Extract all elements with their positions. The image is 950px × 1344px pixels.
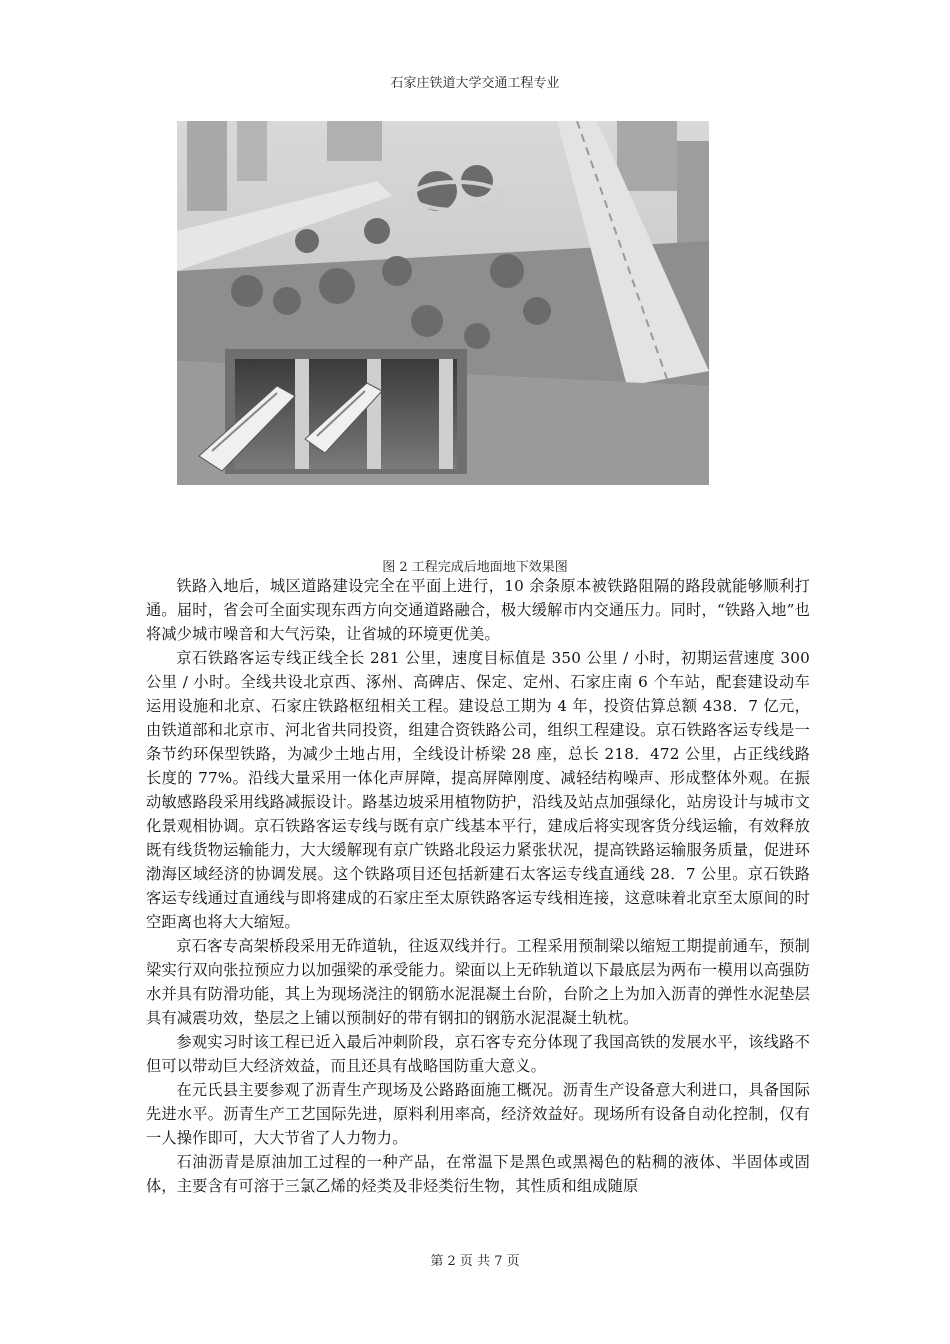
- figure-rendering: [177, 121, 709, 485]
- page-number: 第 2 页 共 7 页: [430, 1254, 520, 1269]
- paragraph: 京石客专高架桥段采用无砟道轨，往返双线并行。工程采用预制梁以缩短工期提前通车，预制梁实行双向张拉预应力以加强梁的承受能力。梁面以上无砟轨道以下最底层为两布一模用以高强防水并具有防滑功能，其上为现场浇注的钢筋水泥混凝土台阶，台阶之上为加入沥青的弹性水泥垫层具有减震功效，垫层之上铺以预制好的带有钢扣的钢筋水泥混凝土轨枕。: [146, 937, 810, 1027]
- paragraph: 京石铁路客运专线正线全长 281 公里，速度目标值是 350 公里 / 小时，初期运营速度 300 公里 / 小时。全线共设北京西、涿州、高碑店、保定、定州、石家庄南 6 个车站，配套建设动车运用设施和北京、石家庄铁路枢纽相关工程。建设总工期为 4 年，投资估算总额 438．7 亿元，由铁道部和北京市、河北省共同投资，组建合资铁路公司，组织工程建设。京石铁路客运专线是一条节约环保型铁路，为减少土地占用，全线设计桥梁 28 座，总长 218．472 公里，占正线线路长度的 77%。沿线大量采用一体化声屏障，提高屏障刚度、减轻结构噪声、形成整体外观。在振动敏感路段采用线路减振设计。路基边坡采用植物防护，沿线及站点加强绿化，站房设计与城市文化景观相协调。京石铁路客运专线与既有京广线基本平行，建成后将实现客货分线运输，有效释放既有线货物运输能力，大大缓解现有京广铁路北段运力紧张状况，提高铁路运输服务质量，促进环渤海区域经济的协调发展。这个铁路项目还包括新建石太客运专线直通线 28．7 公里。京石铁路客运专线通过直通线与即将建成的石家庄至太原铁路客运专线相连接，这意味着北京至太原间的时空距离也将大大缩短。: [146, 649, 810, 931]
- body-text: [146, 574, 810, 1198]
- figure-caption: 图 2 工程完成后地面地下效果图: [382, 560, 568, 575]
- paragraph: 参观实习时该工程已近入最后冲刺阶段，京石客专充分体现了我国高铁的发展水平，该线路不但可以带动巨大经济效益，而且还具有战略国防重大意义。: [146, 1033, 810, 1075]
- page-header: 石家庄铁道大学交通工程专业: [390, 76, 560, 91]
- underground-railway-illustration: [177, 121, 709, 485]
- paragraph: 石油沥青是原油加工过程的一种产品，在常温下是黑色或黑褐色的粘稠的液体、半固体或固体，主要含有可溶于三氯乙烯的烃类及非烃类衍生物，其性质和组成随原: [146, 1153, 810, 1195]
- paragraph: 铁路入地后，城区道路建设完全在平面上进行，10 余条原本被铁路阻隔的路段就能够顺利打通。届时，省会可全面实现东西方向交通道路融合，极大缓解市内交通压力。同时，“铁路入地”也将减少城市噪音和大气污染，让省城的环境更优美。: [146, 577, 810, 643]
- paragraph: 在元氏县主要参观了沥青生产现场及公路路面施工概况。沥青生产设备意大利进口，具备国际先进水平。沥青生产工艺国际先进，原料利用率高，经济效益好。现场所有设备自动化控制，仅有一人操作即可，大大节省了人力物力。: [146, 1081, 810, 1147]
